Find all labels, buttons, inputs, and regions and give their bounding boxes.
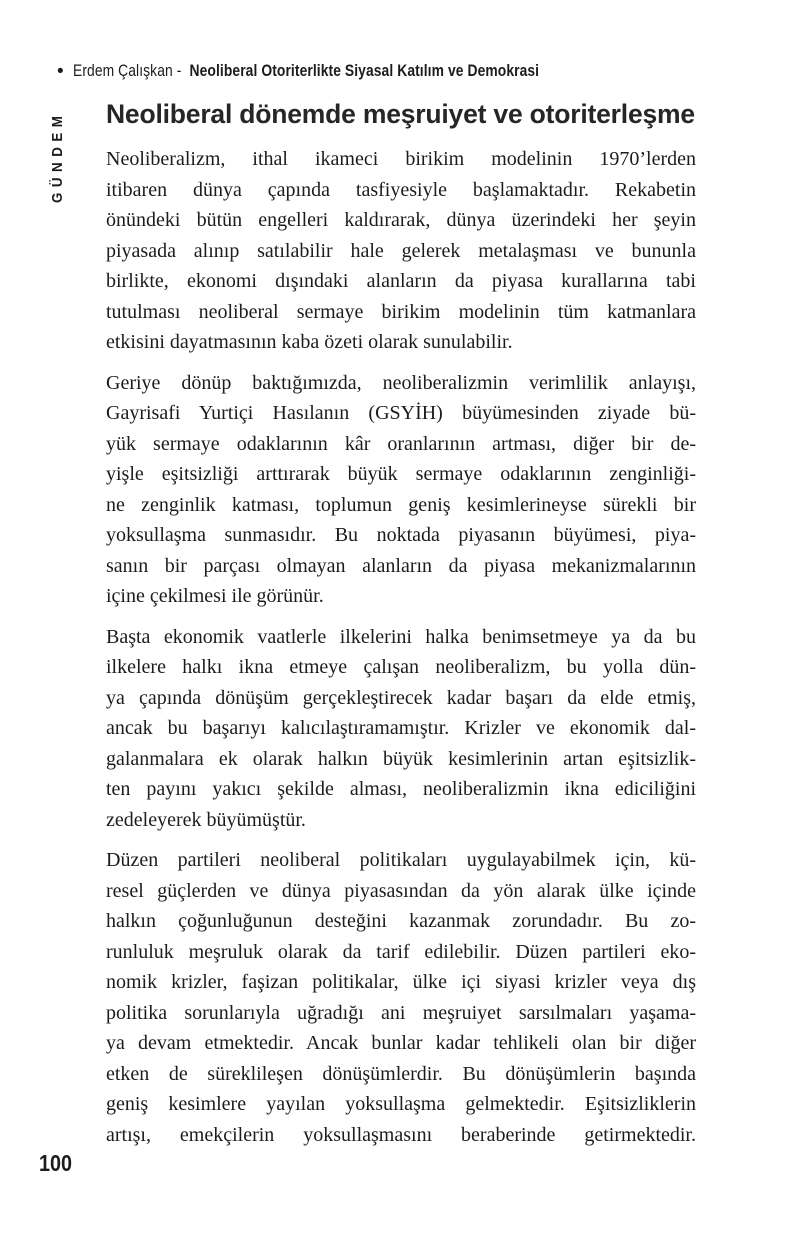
text-line: yük sermaye odaklarının kâr oranlarının artması, diğer bir de- — [106, 432, 696, 455]
paragraph — [106, 368, 696, 612]
text-line: önündeki bütün engelleri kaldırarak, dünya üzerindeki her şeyin — [106, 209, 696, 231]
text-line: ilkelere halkı ikna etmeye çalışan neoliberalizm, bu yolla dün- — [106, 656, 696, 678]
text-line: tutulması neoliberal sermaye birikim modelinin tüm katmanlara — [106, 300, 696, 323]
text-line: nomik krizler, faşizan politikalar, ülke içi siyasi krizler veya dış — [106, 971, 696, 993]
text-line: ya devam etmektedir. Ancak bunlar kadar tehlikeli olan bir diğer — [106, 1032, 696, 1054]
text-line: Geriye dönüp baktığımızda, neoliberalizmin verimlilik anlayışı, — [106, 371, 696, 394]
page-content — [106, 99, 696, 1160]
running-header-text — [73, 62, 539, 81]
text-line: yoksullaşma sunmasıdır. Bu noktada piyasanın büyümesi, piya- — [106, 524, 696, 546]
text-line: ya çapında dönüşüm gerçekleştirecek kadar başarı da elde etmiş, — [106, 686, 696, 709]
body-text — [106, 144, 696, 1150]
text-line: ancak bu başarıyı kalıcılaştıramamıştır. Krizler ve ekonomik dal- — [106, 717, 696, 739]
bullet-icon: • — [57, 61, 64, 82]
paragraph — [106, 845, 696, 1150]
section-title: Neoliberal dönemde meşruiyet ve otoriterleşme — [106, 99, 695, 129]
text-line: piyasada alınıp satılabilir hale gelerek metalaşması ve bununla — [106, 239, 696, 262]
text-line: politika sorunlarıyla uğradığı ani meşruiyet sarsılmaları yaşama- — [106, 1001, 696, 1024]
text-line: içine çekilmesi ile görünür. — [106, 585, 324, 607]
text-line: ne zenginlik katması, toplumun geniş kesimlerineyse sürekli bir — [106, 493, 696, 516]
paragraph — [106, 622, 696, 836]
text-line: Düzen partileri neoliberal politikaları uygulayabilmek için, kü- — [106, 849, 696, 871]
paragraph — [106, 144, 696, 358]
text-line: zedeleyerek büyümüştür. — [106, 808, 306, 831]
text-line: yişle eşitsizliği arttırarak büyük sermaye odaklarının zenginliği- — [106, 463, 696, 485]
text-line: Neoliberalizm, ithal ikameci birikim modelinin 1970’lerden — [106, 148, 696, 170]
page-number: 100 — [39, 1150, 73, 1176]
text-line: itibaren dünya çapında tasfiyesiyle başlamaktadır. Rekabetin — [106, 178, 696, 201]
text-line: artışı, emekçilerin yoksullaşmasını beraberinde getirmektedir. — [106, 1123, 696, 1146]
running-header — [57, 62, 628, 81]
text-line: geniş kesimlere yayılan yoksullaşma gelmektedir. Eşitsizliklerin — [106, 1093, 696, 1115]
text-line: ten payını yakıcı şekilde alması, neoliberalizmin ikna ediciliğini — [106, 778, 696, 800]
series-label-vertical: GÜNDEM — [50, 110, 66, 203]
text-line: galanmalara ek olarak halkın büyük kesimlerinin artan eşitsizlik- — [106, 747, 696, 770]
text-line: resel güçlerden ve dünya piyasasından da yön alarak ülke içinde — [106, 879, 696, 902]
text-line: sanın bir parçası olmayan alanların da piyasa mekanizmalarının — [106, 554, 696, 577]
text-line: etken de süreklileşen dönüşümlerdir. Bu dönüşümlerin başında — [106, 1062, 696, 1085]
text-line: halkın çoğunluğunun desteğini kazanmak zorundadır. Bu zo- — [106, 910, 696, 932]
text-line: Başta ekonomik vaatlerle ilkelerini halka benimsetmeye ya da bu — [106, 625, 696, 648]
author-name: Erdem Çalışkan - — [72, 62, 182, 80]
text-line: etkisini dayatmasının kaba özeti olarak sunulabilir. — [106, 331, 513, 353]
text-line: Gayrisafi Yurtiçi Hasılanın (GSYİH) büyümesinden ziyade bü- — [106, 402, 696, 424]
text-line: runluluk meşruluk olarak da tarif edilebilir. Düzen partileri eko- — [106, 940, 696, 963]
book-title: Neoliberal Otoriterlikte Siyasal Katılım ve Demokrasi — [189, 62, 539, 80]
text-line: birlikte, ekonomi dışındaki alanların da piyasa kurallarına tabi — [106, 270, 696, 292]
